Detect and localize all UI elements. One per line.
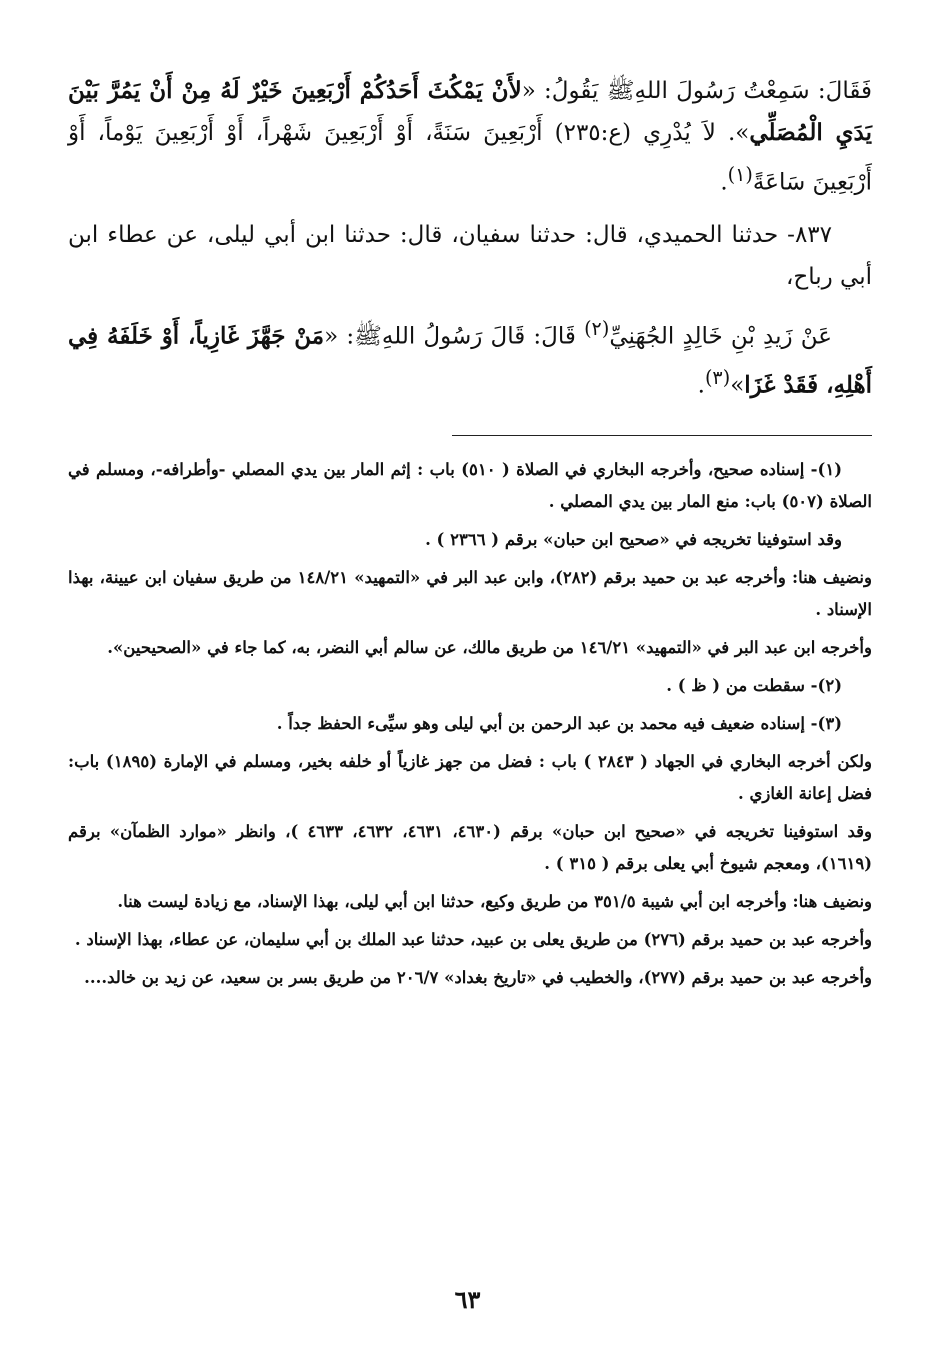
footnote-separator <box>452 435 872 436</box>
closing-quote: » <box>730 372 745 399</box>
hadith-paragraph-3 <box>68 308 872 407</box>
narration-remark: ». لاَ يُدْرِي (ع:٢٣٥) أَرْبَعِينَ سَنَةً، أَوْ أَرْبَعِينَ شَهْراً، أَوْ أَرْبَعِينَ يَوْماً، أَوْ أَرْبَعِينَ سَاعَةً <box>68 120 872 196</box>
footnote-3-line-3: وقد استوفينا تخريجه في «صحيح ابن حبان» برقم (٤٦٣٠، ٤٦٣١، ٤٦٣٢، ٤٦٣٣ )، وانظر «موارد الظمآن» برقم (١٦١٩)، ومعجم شيوخ أبي يعلى برقم ( ٣١٥ ) . <box>68 821 872 873</box>
footnote-ref-3: (٣) <box>704 366 731 390</box>
footnote-1-line-4: وأخرجه ابن عبد البر في «التمهيد» ١٤٦/٢١ من طريق مالك، عن سالم أبي النضر، به، كما جاء في «الصحيحين». <box>107 637 872 657</box>
narration-intro: فَقَالَ: سَمِعْتُ رَسُولَ اللهِﷺ يَقُولُ: « <box>521 78 872 104</box>
footnote-3-line-5: وأخرجه عبد بن حميد برقم (٢٧٦) من طريق يعلى بن عبيد، حدثنا عبد الملك بن أبي سليمان، عن عطاء، بهذا الإسناد . <box>74 929 872 949</box>
period-2: . <box>697 372 705 399</box>
period: . <box>720 169 728 196</box>
footnote-ref-2: (٢) <box>584 316 610 340</box>
footnotes <box>68 454 872 994</box>
page-number: ٦٣ <box>454 1285 481 1314</box>
footnote-ref-1: (١) <box>727 163 753 186</box>
footnote-3-line-1: (٣)- إسناده ضعيف فيه محمد بن عبد الرحمن بن أبي ليلى وهو سيِّىء الحفظ جداً . <box>276 713 842 733</box>
hadith-paragraph-1 <box>68 70 872 204</box>
page-body <box>68 70 872 1000</box>
narration-intro-2: قَالَ: قَالَ رَسُولُ اللهِﷺ: « <box>324 323 585 350</box>
hadith-text-2: مَنْ جَهَّزَ غَازِياً، أَوْ خَلَفَهُ فِي أَهْلِهِ، فَقَدْ غَزَا <box>68 322 872 399</box>
footnote-2: (٢)- سقطت من ( ظ ) . <box>666 675 842 695</box>
footnote-3-line-4: ونضيف هنا: وأخرجه ابن أبي شيبة ٣٥١/٥ من طريق وكيع، حدثنا ابن أبي ليلى، بهذا الإسناد، مع زيادة ليست هنا. <box>117 891 872 911</box>
footnote-1-line-3: ونضيف هنا: وأخرجه عبد بن حميد برقم (٢٨٢)، وابن عبد البر في «التمهيد» ١٤٨/٢١ من طريق سفيان ابن عيينة، بهذا الإسناد . <box>68 567 872 619</box>
footnote-3-line-2: ولكن أخرجه البخاري في الجهاد ( ٢٨٤٣ ) باب : فضل من جهز غازياً أو خلفه بخير، ومسلم في الإمارة (١٨٩٥) باب: فضل إعانة الغازي . <box>68 751 872 803</box>
footnote-separator-wrap <box>68 417 872 454</box>
footnote-1-line-1: (١)- إسناده صحيح، وأخرجه البخاري في الصلاة ( ٥١٠) باب : إثم المار بين يدي المصلي -وأطرافه-، ومسلم في الصلاة (٥٠٧) باب: منع المار بين يدي المصلي . <box>68 459 872 511</box>
footnote-3-line-6: وأخرجه عبد بن حميد برقم (٢٧٧)، والخطيب في «تاريخ بغداد» ٢٠٦/٧ من طريق بسر بن سعيد، عن زيد بن خالد.... <box>84 967 872 987</box>
narrator-name: عَنْ زَيدِ بْنِ خَالِدٍ الجُهَنِيِّ <box>609 323 832 350</box>
main-text <box>68 70 872 407</box>
hadith-text: لأَنْ يَمْكُثَ أَحَدُكُمْ أَرْبَعِينَ خَيْرٌ لَهُ مِنْ أَنْ يَمُرَّ بَيْنَ يَدَيِ الْمُصَلِّي <box>68 77 872 146</box>
footnote-1-line-2: وقد استوفينا تخريجه في «صحيح ابن حبان» برقم ( ٢٣٦٦ ) . <box>425 529 842 549</box>
hadith-paragraph-2: ٨٣٧- حدثنا الحميدي، قال: حدثنا سفيان، قال: حدثنا ابن أبي ليلى، عن عطاء ابن أبي رباح، <box>68 221 872 290</box>
